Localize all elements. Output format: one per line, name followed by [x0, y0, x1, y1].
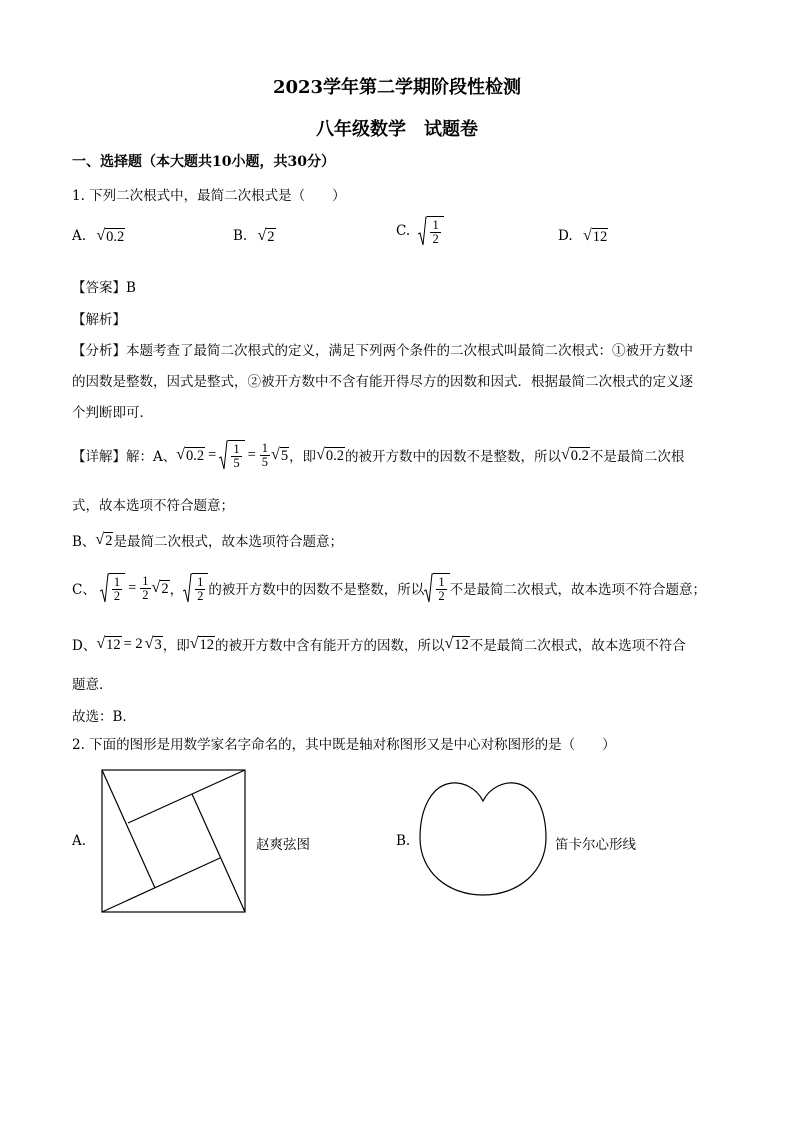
- radicand: 12: [592, 229, 608, 245]
- radicand: 12: [454, 636, 469, 653]
- fenxi-line-1: 【分析】本题考查了最简二次根式的定义，满足下列两个条件的二次根式叫最简二次根式：①被开方数中: [72, 343, 693, 359]
- conclusion: 故选：B．: [72, 709, 136, 725]
- detail-b-line: [72, 530, 343, 550]
- equation-part: = 2: [123, 635, 143, 652]
- detail-d-line: [72, 634, 686, 654]
- sqrt-expression: √ 12: [444, 634, 469, 653]
- detail-text: 是最简二次根式，故本选项符合题意；: [113, 534, 343, 550]
- q1-option-b: [233, 228, 276, 245]
- detail-text: 不是最简二次根式，故本选项不符合: [469, 638, 686, 654]
- sqrt-fraction: [219, 440, 244, 470]
- fraction-denominator: 2: [438, 589, 445, 603]
- radicand: 0.2: [106, 229, 125, 245]
- fraction-numerator: 1: [261, 440, 269, 455]
- sqrt-expression: √ 12: [96, 634, 121, 653]
- fraction-numerator: 1: [113, 575, 121, 589]
- sqrt-expression: √ 3: [144, 634, 162, 653]
- sqrt-expression: √ 2: [257, 227, 275, 245]
- exam-title: 2023学年第二学期阶段性检测: [272, 77, 522, 98]
- answer-label: 【答案】B: [72, 280, 136, 296]
- analysis-label: 【解析】: [72, 312, 126, 328]
- fraction-numerator: 1: [432, 218, 439, 232]
- fraction-denominator: 2: [142, 587, 149, 602]
- detail-text: 的被开方数中含有能开方的因数，所以: [214, 638, 445, 654]
- equals-sign: =: [247, 446, 256, 463]
- q2-option-b-caption: 笛卡尔心形线: [555, 837, 636, 853]
- sqrt-expression: √ 5: [271, 445, 289, 464]
- detail-c-line: [72, 573, 706, 603]
- sqrt-expression: √ 0.2: [176, 445, 205, 464]
- detail-text: 的被开方数中的因数不是整数，所以: [344, 449, 561, 465]
- q1-option-d: [558, 228, 608, 245]
- sqrt-fraction: [100, 573, 125, 603]
- sqrt-expression: √ 0.2: [560, 445, 589, 464]
- radicand: 0.2: [325, 447, 344, 464]
- q2-stem: 2. 下面的图形是用数学家名字命名的，其中既是轴对称图形又是中心对称图形的是（ ）: [72, 737, 616, 753]
- option-letter: A.: [72, 228, 87, 244]
- sqrt-expression: √ 2: [95, 530, 113, 549]
- radicand: 12: [106, 636, 121, 653]
- cardioid-diagram: [418, 780, 548, 898]
- radicand: 12: [199, 636, 214, 653]
- fenxi-line-3: 个判断即可．: [72, 405, 153, 421]
- detail-b-prefix: B、: [72, 534, 96, 550]
- detail-text: 不是最简二次根: [589, 449, 685, 465]
- option-letter: C.: [396, 223, 411, 239]
- detail-a-prefix: 【详解】解：A、: [72, 449, 177, 465]
- detail-text: 不是最简二次根式，故本选项不符合题意；: [449, 582, 707, 598]
- detail-a-line: [72, 440, 684, 470]
- detail-text: ，即: [162, 638, 190, 654]
- radicand: 0.2: [186, 447, 205, 464]
- option-letter: D.: [558, 228, 573, 244]
- sqrt-expression: √ 2: [151, 578, 169, 597]
- fraction-denominator: 5: [261, 454, 269, 469]
- fraction-denominator: 2: [432, 232, 439, 246]
- fraction-denominator: 5: [233, 456, 240, 470]
- radicand: 2: [105, 532, 113, 549]
- equals-sign: =: [208, 446, 217, 463]
- sqrt-fraction: [418, 216, 443, 246]
- q1-option-c: [396, 216, 444, 246]
- radicand: 3: [154, 636, 162, 653]
- q2-option-a-caption: 赵爽弦图: [256, 837, 310, 853]
- q1-option-a: [72, 228, 125, 245]
- section-heading: 一、选择题（本大题共10小题，共30分）: [72, 154, 335, 170]
- sqrt-expression: √ 0.2: [316, 445, 344, 464]
- q2-option-b-letter: B.: [396, 833, 411, 849]
- q1-stem: 1. 下列二次根式中，最简二次根式是（ ）: [72, 188, 346, 204]
- radicand: 5: [280, 447, 289, 464]
- coefficient-fraction: [140, 575, 150, 602]
- fraction-denominator: 2: [113, 589, 121, 603]
- fraction-numerator: 1: [438, 575, 445, 589]
- fraction-numerator: 1: [233, 442, 240, 456]
- zhaoshuang-diagram: [100, 768, 248, 915]
- sqrt-expression: √ 12: [189, 634, 214, 653]
- exam-subtitle: 八年级数学 试题卷: [316, 119, 478, 140]
- sqrt-fraction: [424, 573, 449, 603]
- q2-option-a-letter: A.: [72, 833, 87, 849]
- radicand: 2: [161, 580, 169, 597]
- detail-c-prefix: C、: [72, 582, 96, 598]
- sqrt-expression: √ 12: [582, 227, 608, 245]
- option-letter: B.: [233, 228, 248, 244]
- equals-sign: =: [128, 579, 137, 596]
- sqrt-expression: √ 0.2: [96, 227, 125, 245]
- radicand: 0.2: [570, 447, 589, 464]
- sqrt-fraction: [183, 573, 208, 603]
- detail-text: 的被开方数中的因数不是整数，所以: [208, 582, 425, 598]
- fraction-numerator: 1: [142, 573, 149, 588]
- coefficient-fraction: [260, 442, 270, 469]
- detail-text: ，即: [289, 449, 317, 465]
- detail-text: ，: [169, 582, 184, 598]
- radicand: 2: [267, 229, 275, 245]
- detail-d-line-2: 题意．: [72, 677, 113, 693]
- fraction-denominator: 2: [197, 589, 204, 603]
- detail-d-prefix: D、: [72, 638, 97, 654]
- fraction-numerator: 1: [197, 575, 204, 589]
- detail-a-line-2: 式，故本选项不符合题意；: [72, 498, 234, 514]
- fenxi-line-2: 的因数是整数，因式是整式，②被开方数中不含有能开得尽方的因数和因式．根据最简二次根式的定义逐: [72, 374, 693, 390]
